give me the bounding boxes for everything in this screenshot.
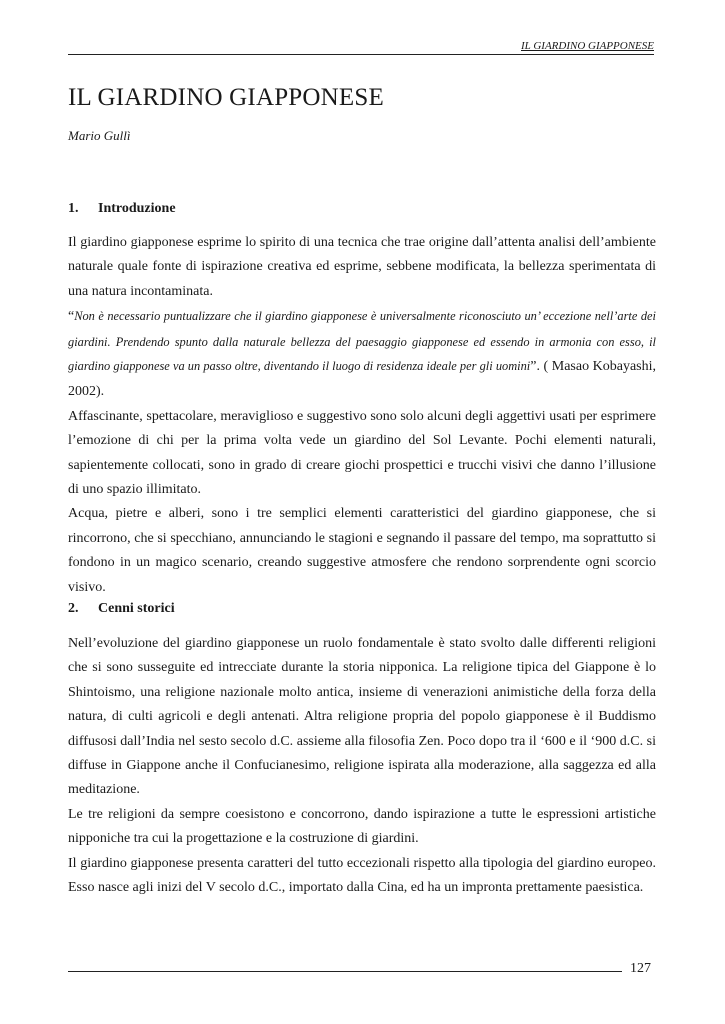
quote-text: Non è necessario puntualizzare che il giardino giapponese è universalmente riconosciuto un’ eccezione nell’arte dei giardini. Prendendo spunto dalla naturale bellezza del paesaggio giapponese ed essendo in armonia con esso, il giardino giapponese va un passo oltre, diventando il luogo di residenza ideale per gli uomini xyxy=(68,309,656,374)
quote-citation: ”. ( Masao Kobayashi, 2002). xyxy=(68,359,657,400)
section-heading-introduzione xyxy=(68,201,176,217)
section-title: Introduzione xyxy=(98,201,176,216)
paragraph: Il giardino giapponese presenta caratteri del tutto eccezionali rispetto alla tipologia del giardino europeo. Esso nasce agli inizi del V secolo d.C., importato dalla Cina, ed ha un impronta prettamente paesistica. xyxy=(68,855,656,896)
paragraph: Affascinante, spettacolare, meraviglioso e suggestivo sono solo alcuni degli aggettivi usati per esprimere l’emozione di chi per la prima volta vede un giardino del Sol Levante. Pochi elementi naturali, sapientemente collocati, sono in grado di creare giochi prospettici e trucchi visivi che danno l’illusione di uno spazio illimitato. xyxy=(68,408,656,498)
section-title: Cenni storici xyxy=(98,601,175,616)
section-body-introduzione xyxy=(68,231,656,600)
paragraph: Nell’evoluzione del giardino giapponese un ruolo fondamentale è stato svolto dalle differenti religioni che si sono susseguite ed intrecciate durante la storia nipponica. La religione tipica del Giappone è lo Shintoismo, una religione nazionale molto antica, insieme di venerazioni animistiche della forza della natura, di culti agricoli e degli antenati. Altra religione propria del popolo giapponese è il Buddismo diffusosi dall’India nel sesto secolo d.C. assieme alla filosofia Zen. Poco dopo tra il ‘600 e il ‘900 d.C. si diffuse in Giappone anche il Confucianesimo, religione ispirata alla moderazione, alla saggezza ed alla meditazione. xyxy=(68,636,656,798)
page-number: 127 xyxy=(630,961,651,976)
section-heading-cenni-storici xyxy=(68,601,175,617)
running-head: IL GIARDINO GIAPPONESE xyxy=(68,40,654,55)
page-title: IL GIARDINO GIAPPONESE xyxy=(68,84,384,111)
section-body-cenni-storici xyxy=(68,632,656,900)
paragraph: Le tre religioni da sempre coesistono e concorrono, dando ispirazione a tutte le espressioni artistiche nipponiche tra cui la progettazione e la costruzione di giardini. xyxy=(68,806,656,847)
quote-open-mark: “ xyxy=(68,309,75,325)
author: Mario Gullì xyxy=(68,128,131,143)
quote-paragraph xyxy=(68,304,656,405)
paragraph: Acqua, pietre e alberi, sono i tre semplici elementi caratteristici del giardino giapponese, che si rincorrono, che si specchiano, annunciando le stagioni e segnando il passare del tempo, ma soprattutto si fondono in un magico scenario, creando suggestive atmosfere che rendono sorprendente ogni scorcio visivo. xyxy=(68,506,656,595)
paragraph: Il giardino giapponese esprime lo spirito di una tecnica che trae origine dall’attenta analisi dell’ambiente naturale quale fonte di ispirazione creativa ed esprime, sebbene modificata, la bellezza sperimentata di una natura incontaminata. xyxy=(68,235,656,299)
footer-rule xyxy=(68,971,622,972)
section-number: 1. xyxy=(68,201,79,216)
section-number: 2. xyxy=(68,601,79,616)
